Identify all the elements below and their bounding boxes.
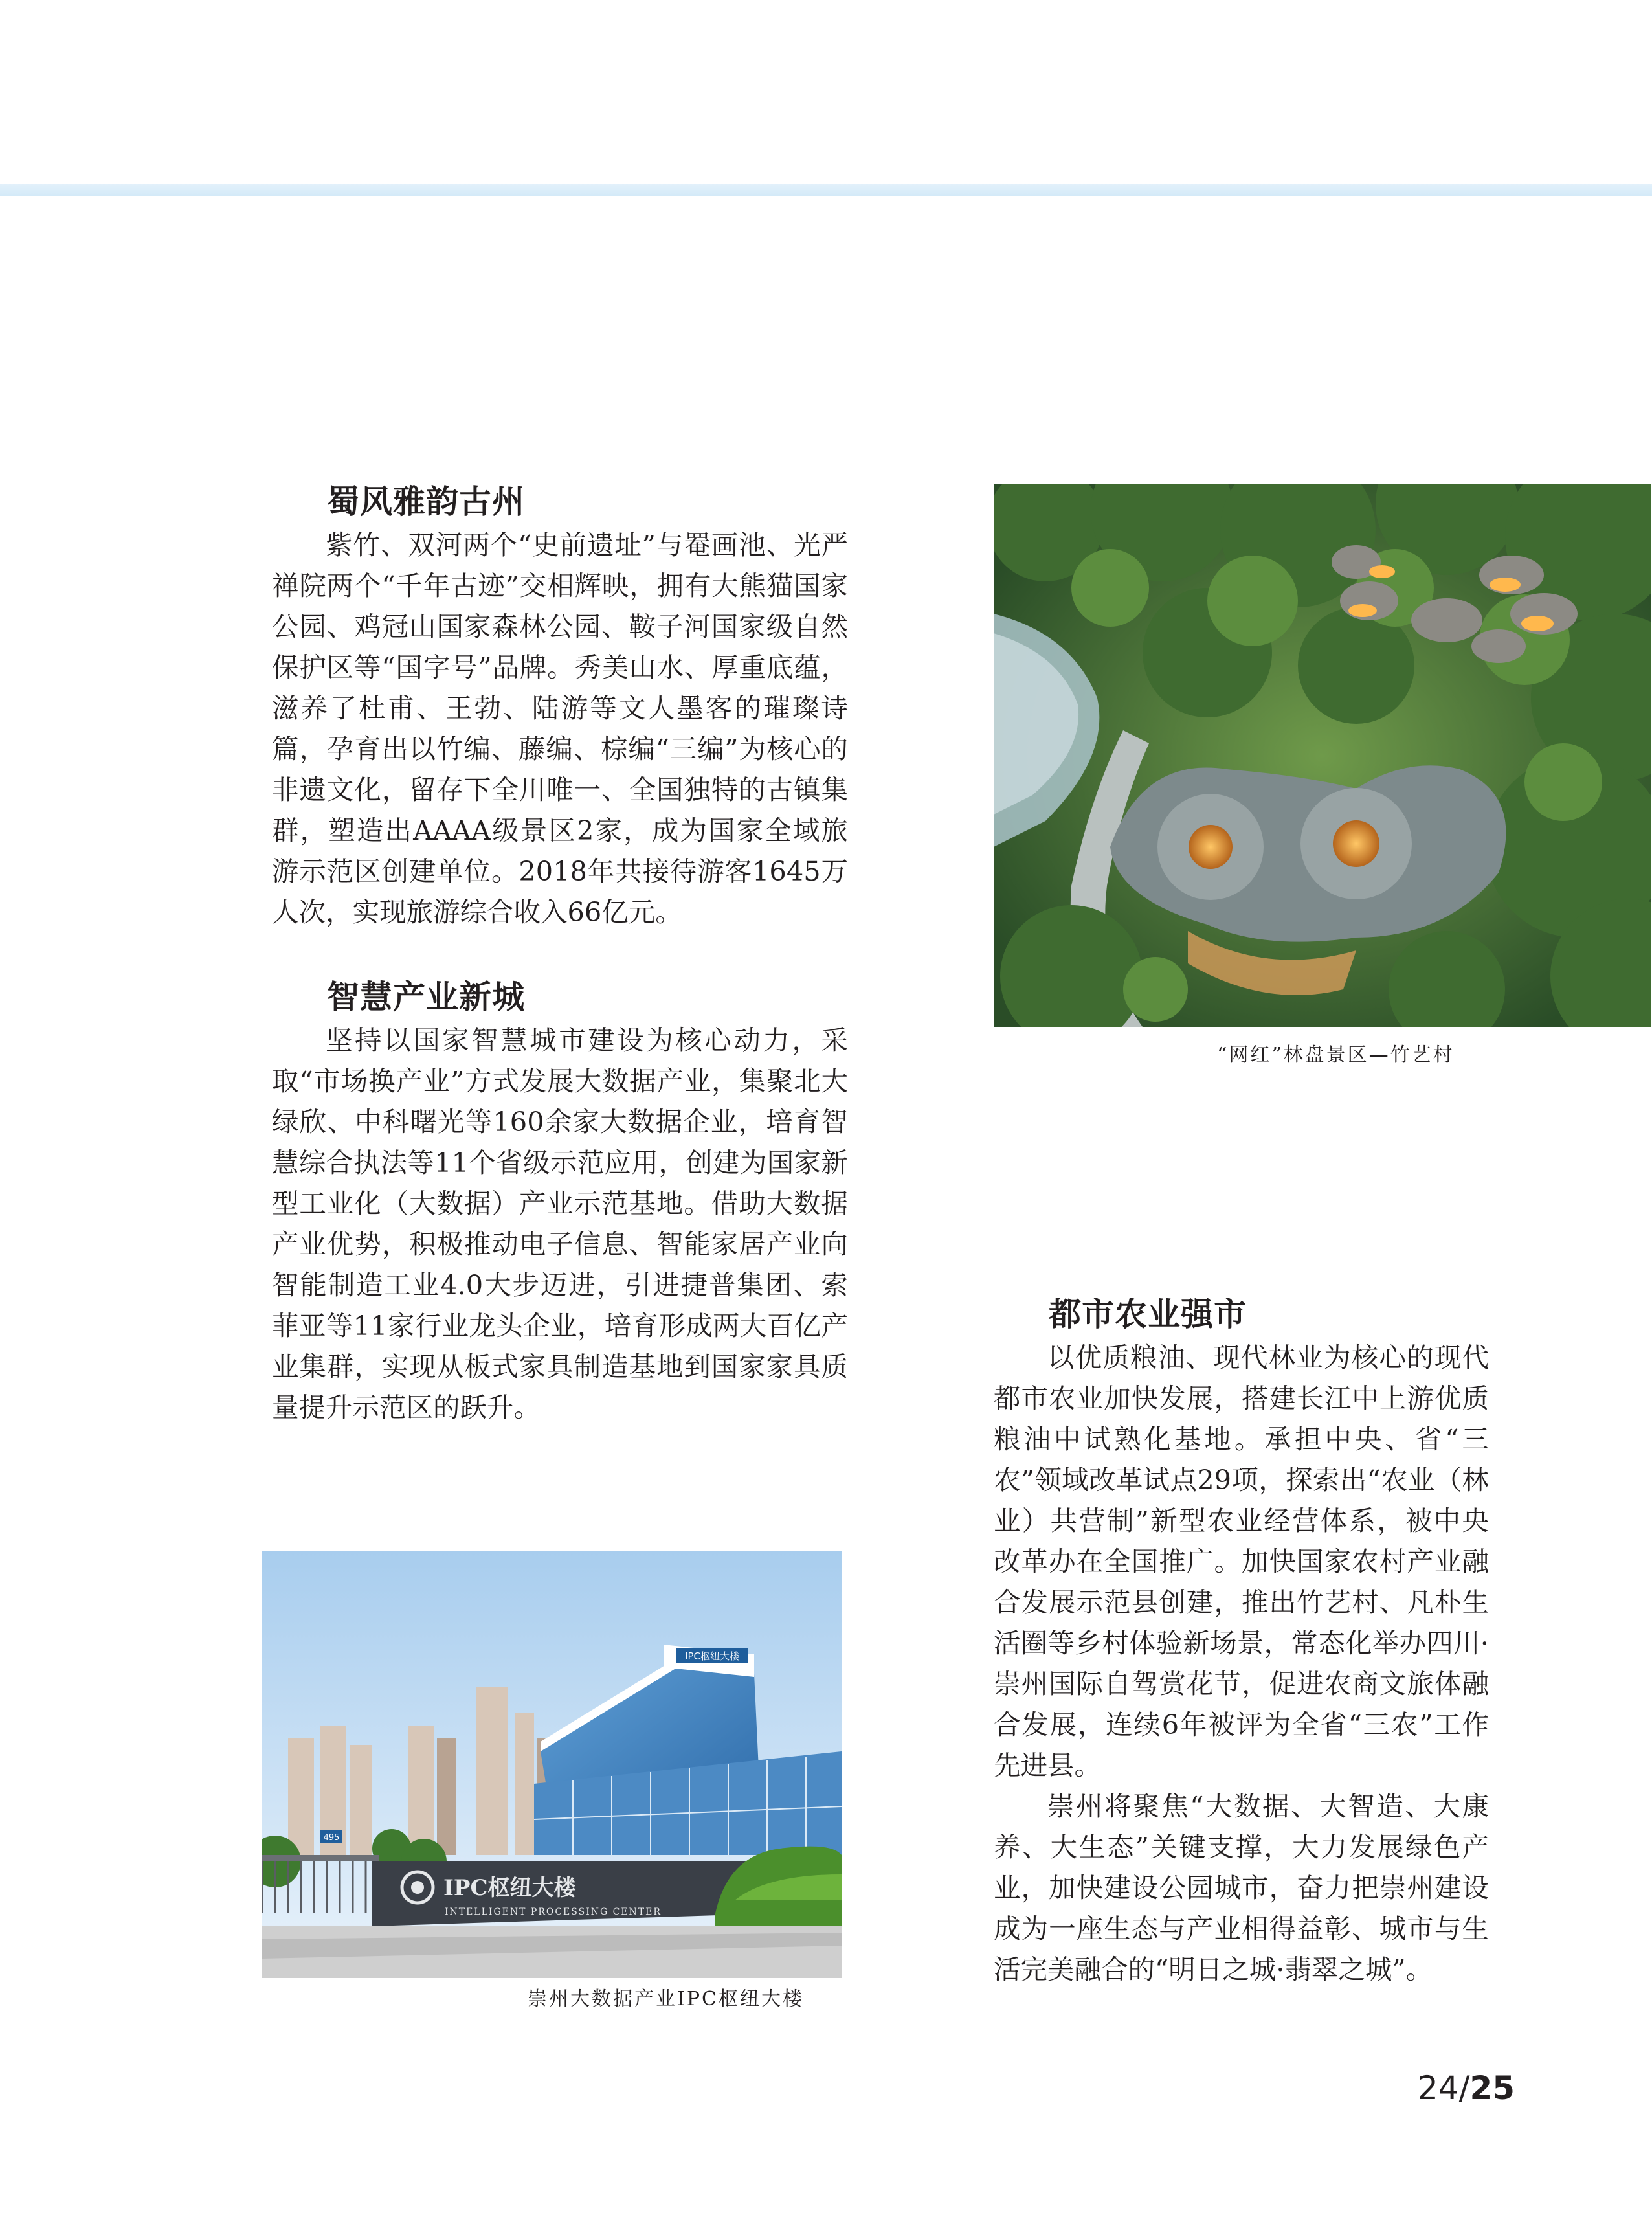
section-body: 以优质粮油、现代林业为核心的现代都市农业加快发展，搭建长江中上游优质粮油中试熟化基地。承担中央、省“三农”领域改革试点29项，探索出“农业（林业）共营制”新型农业经营体系，被中央改革办在全国推广。加快国家农村产业融合发展示范县创建，推出竹艺村、凡朴生活圈等乡村体验新场景，常态化举办四川·崇州国际自驾赏花节，促进农商文旅体融合发展，连续6年被评为全省“三农”工作先进县。 [994, 1342, 1489, 1781]
section-body-second: 崇州将聚焦“大数据、大智造、大康养、大生态”关键支撑，大力发展绿色产业，加快建设公园城市，奋力把崇州建设成为一座生态与产业相得益彰、城市与生活完美融合的“明日之城·翡翠之城”。 [994, 1790, 1489, 1985]
building-sign-text: IPC枢纽大楼 [443, 1875, 576, 1901]
forest-photo-caption: “网红”林盘景区—竹艺村 [1217, 1044, 1455, 1066]
section-urban-agriculture [994, 1292, 1489, 1990]
roof-sign-text: IPC枢纽大楼 [685, 1650, 739, 1662]
building-sign-subtext: INTELLIGENT PROCESSING CENTER [445, 1907, 662, 1917]
bamboo-village-aerial-photo [994, 484, 1651, 1027]
building-photo-caption: 崇州大数据产业IPC枢纽大楼 [528, 1988, 804, 2010]
section-title: 都市农业强市 [1049, 1296, 1247, 1333]
section-body: 坚持以国家智慧城市建设为核心动力，采取“市场换产业”方式发展大数据产业，集聚北大绿欣、中科曙光等160余家大数据企业，培育智慧综合执法等11个省级示范应用，创建为国家新型工业化（大数据）产业示范基地。借助大数据产业优势，积极推动电子信息、智能家居产业向智能制造工业4.0大步迈进，引进捷普集团、索菲亚等11家行业龙头企业，培育形成两大百亿产业集群，实现从板式家具制造基地到国家家具质量提升示范区的跃升。 [272, 1024, 848, 1423]
section-body: 紫竹、双河两个“史前遗址”与罨画池、光严禅院两个“千年古迹”交相辉映，拥有大熊猫国家公园、鸡冠山国家森林公园、鞍子河国家级自然保护区等“国字号”品牌。秀美山水、厚重底蕴，滋养了杜甫、王勃、陆游等文人墨客的璀璨诗篇，孕育出以竹编、藤编、棕编“三编”为核心的非遗文化，留存下全川唯一、全国独特的古镇集群，塑造出AAAA级景区2家，成为国家全域旅游示范区创建单位。2018年共接待游客1645万人次，实现旅游综合收入66亿元。 [272, 529, 848, 928]
page-number [1418, 2069, 1515, 2108]
street-plate-text: 495 [323, 1833, 340, 1843]
section-ancient-town [272, 479, 848, 932]
top-decorative-band [0, 184, 1652, 196]
forest-illustration [994, 484, 1651, 1027]
section-title: 智慧产业新城 [327, 978, 525, 1016]
building-illustration [262, 1551, 842, 1978]
ipc-building-photo [262, 1551, 842, 1978]
page-number-left: 24 [1418, 2069, 1459, 2107]
page-number-right: 25 [1469, 2069, 1515, 2107]
section-smart-industry [272, 974, 848, 1428]
section-title: 蜀风雅韵古州 [327, 483, 525, 521]
page-number-separator: / [1458, 2069, 1470, 2107]
